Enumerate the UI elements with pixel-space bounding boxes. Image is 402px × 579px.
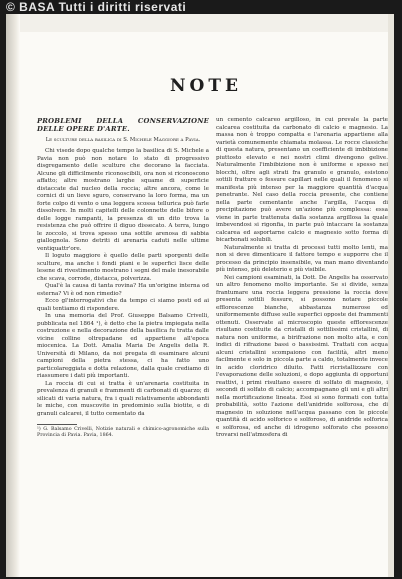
footnote: ¹) G. Balsamo Crivelli, Notizie naturali e chimico-agronomiche sulla Provincia di Pavia. Pavia, 1864. [37,427,209,439]
footnote-divider [37,424,77,425]
page-binding-shadow [6,14,20,577]
page-top-margin [6,14,394,32]
paragraph: Qual'è la causa di tanta rovina? Ha un'origine interna od esterna? Vi è od non rimedio? [37,283,209,297]
paragraph: un cemento calcareo argilloso, in cui prevale la parte calcarea costituita da carbonato di calcio e magnesio. La massa non è troppo compatta e l'arenaria appartiene alla varietà comunemente chiamata molassa. Le rocce classiche di questa natura, presentano un coefficiente di imbibizione piuttosto elevato e nei nostri climi divengono gelive. Naturalmente l'imbibizione non è uniforme e spesso nei blocchi, oltre agli strati fra granulo e granulo, esistono sottili fratture o fessure capillari nelle quali il fenomeno si manifesta più intenso per la maggiore quantità d'acqua penetrante. Nel caso della roccia presente, che contiene nella parte cementante anche l'argilla, l'acqua di precipitazione può avere un'azione più complessa: essa viene in parte trattenuta dalla sostanza argillosa la quale imbevendosi si rigonfia, in parte può intaccare la sostanza calcarea ed asportarne calcio e magnesio sotto forma di bicarbonati solubili. [216,117,388,243]
paragraph: Nei campioni esaminati, la Dott. De Angelis ha osservato un altro fenomeno molto importante. Se si divide, senza frantumare una roccia leggera pressione la roccia dove presenta sottili fessure, si possono notare piccole efflorescenze bianche, abbastanza numerose ed uniformemente diffuse sulle superfici opposte dei frammenti ottenuti. Osservate al microscopio queste efflorescenze risultano costituite da cristalli di sottilissimi cristallini, di natura non uniforme, a birifrazione non molto alta, e con indici di rifrazione bassi o bassissimi. Trattati con acqua alcuni cristallini scompaiono con facilità, altri meno facilmente e solo in piccola parte a caldo, totalmente invece in acido cloridrico diluito. Fatti ricristallizzare con l'evaporazione delle soluzioni, e dopo aggiunta di opportuni reattivi, i primi risultano essere di solfato di magnesio, i secondi di solfato di calcio; accompagnano gli uni e gli altri nella mortificazione lineata. Essi si sono formati con tutta probabilità, sotto l'azione dell'anidride solforosa, che di magnesio in soluzione nell'acqua passano con le piccole quantità di acido solforico e solforoso, di anidride solforica e solforosa, ed anche di idrogeno solforato che possono trovarsi nell'atmosfera di [216,274,388,438]
paragraph: La roccia di cui si tratta è un'arenaria costituita in prevalenza di granuli e frammenti di carbonati di quarzo; di silicati di varia natura, fra i quali relativamente abbondanti le miche, con muscovite in predominio sulla biotite, e di granuli calcarei, il tutto cementato da [37,380,209,417]
right-column [216,117,388,440]
paragraph: In una memoria del Prof. Giuseppe Balsamo Crivelli, pubblicata nel 1864 ¹), è detto che la pietra impiegata nella costruzione e nella decorazione della basilica fu tratta dalle vicine colline oltrepadane ed appartiene all'epoca miocenica. La Dott. Amalia Maria De Angelis della R. Università di Milano, da noi pregata di esaminare alcuni campioni della pietra stessa, ci ha fatto uno particolareggiata e dotta relazione, dalla quale crediamo di riassumere i dati più importanti. [37,313,209,379]
book-page [6,14,394,577]
page-title: NOTE [170,76,242,96]
section-subtitle: Le sculture della basilica di S. Michele Maggiore a Pavia. [45,137,201,143]
paragraph: Il loguto maggiore è quello delle parti sporgenti delle sculture, ma anche i fondi piani e le superfici lisce delle lesene di rivestimento mostrano i segni del male inesorabile che scava, corrode, distacca, polverizza. [37,253,209,282]
section-title: PROBLEMI DELLA CONSERVAZIONE DELLE OPERE D'ARTE. [37,117,209,133]
page-right-edge [388,14,394,577]
watermark-banner: © BASA Tutti i diritti riservati [6,0,187,14]
paragraph: Chi visede dopo qualche tempo la basilica di S. Michele a Pavia non può non notare lo stato di progressivo disgregamento delle sculture che decorano la facciata. Alcune gli difficilmente riconoscibili, ora non si riconoscono affatto; altre mostrano larghe squame di superficie distaccate dal nucleo della roccia; altre ancora, come le cornici di un lieve sguro, conservano la loro forma, ma un forte colpo di vento o una leggera scossa tellurica può farle dissolvere. In molti capitelli delle colonnette delle bifore o delle logge rampanti, la presenza di un dito trova la resistenza che può offrire il diguo dissecato. A terra, lungo le zoccolo, si trova spesso una sottile arenosa di sabbia giallognola. Sono detriti di arenaria caduti nelle ultime ventiquattr'ore. [37,148,209,252]
paragraph: Naturalmente si tratta di processi tutti molto lenti, ma non si deve dimenticare il fattore tempo e supporre che il processo da principio insensibile, va man mano diventando più intenso, più deleterio e più visibile. [216,244,388,273]
left-column [37,117,209,439]
paragraph: Ecco gl'interrogativi che da tempo ci siamo posti ed ai quali tentiamo di rispondere. [37,298,209,312]
